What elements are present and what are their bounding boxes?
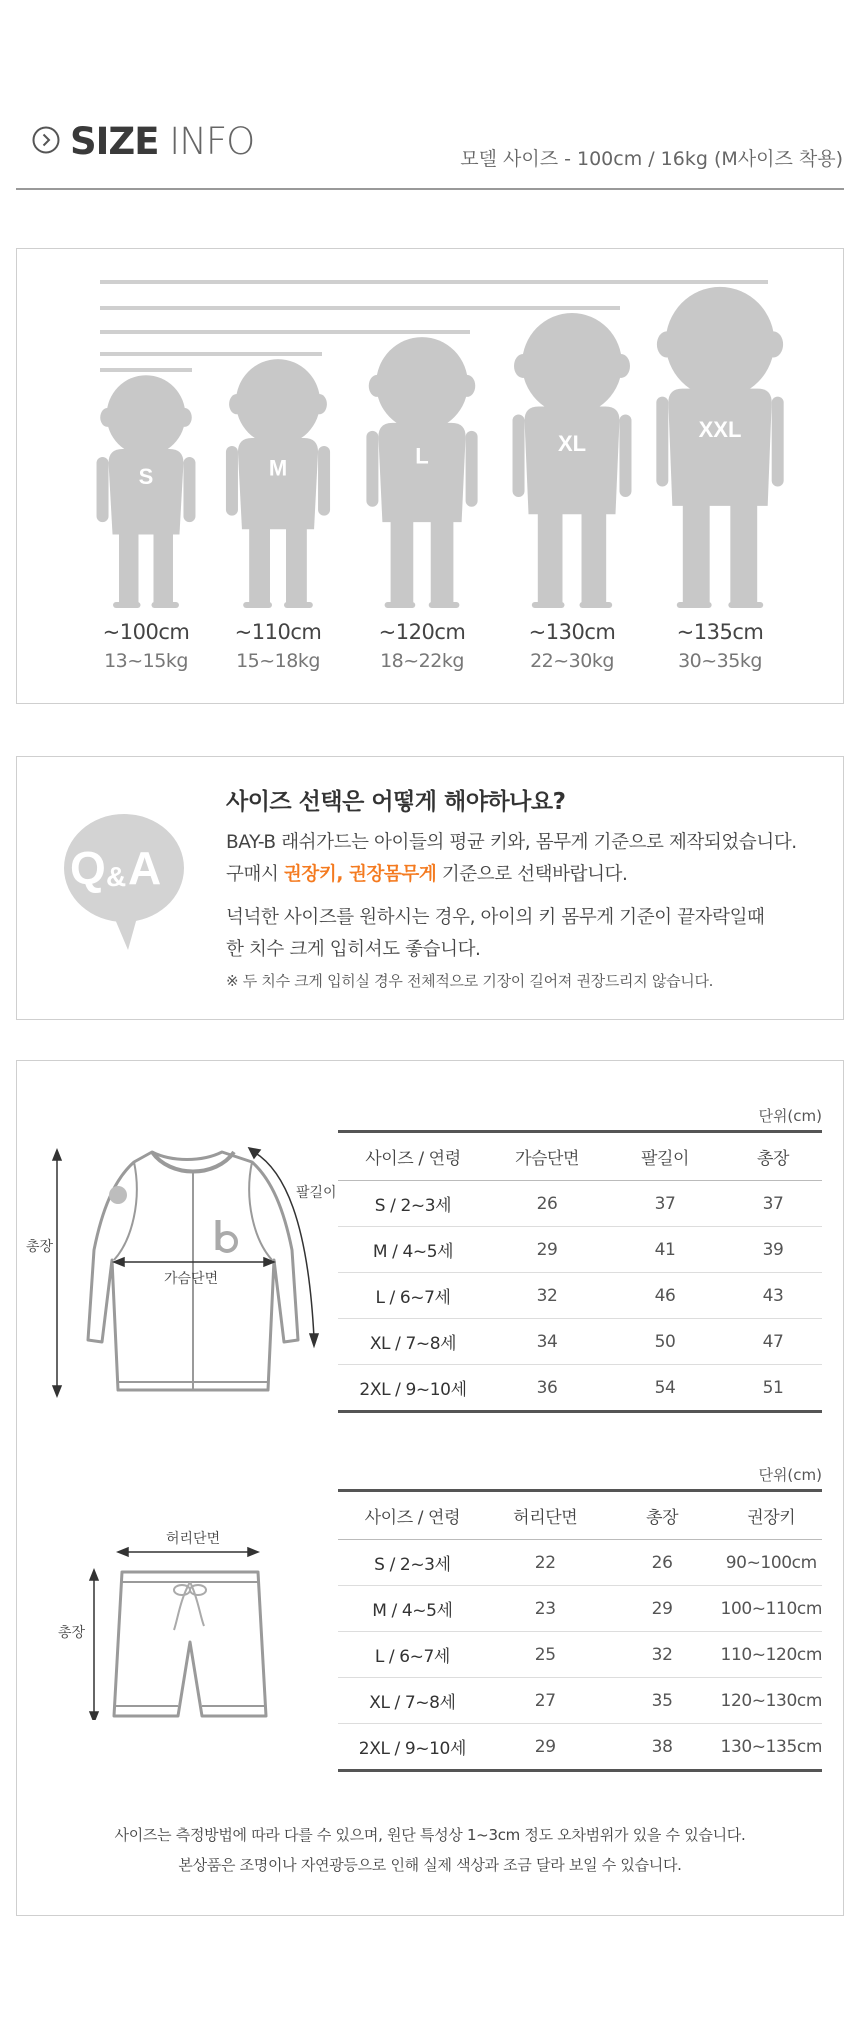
figure-size-label: XL [557, 430, 587, 456]
page-title [70, 120, 254, 163]
header-divider [16, 188, 844, 190]
figure-weight-label: 15~18kg [236, 650, 320, 672]
top-table-row [338, 1319, 822, 1365]
top-table-cell: 37 [606, 1181, 724, 1227]
top-table-cell: 2XL / 9~10세 [338, 1365, 488, 1412]
bottom-table-cell: 29 [604, 1586, 721, 1632]
bottom-table-header-cell: 권장키 [721, 1491, 822, 1540]
figure-s [97, 375, 196, 608]
jacket-length-label: 총장 [26, 1239, 54, 1255]
top-table-cell: 54 [606, 1365, 724, 1412]
bottom-table-cell: XL / 7~8세 [338, 1678, 487, 1724]
figure-height-label: ~130cm [528, 620, 616, 644]
bottom-table-row [338, 1724, 822, 1771]
qa-line-1: BAY-B 래쉬가드는 아이들의 평균 키와, 몸무게 기준으로 제작되었습니다. [226, 832, 797, 853]
bottom-table-cell: 2XL / 9~10세 [338, 1724, 487, 1771]
figure-weight-label: 13~15kg [104, 650, 188, 672]
jacket-chest-label: 가슴단면 [164, 1271, 219, 1287]
top-table-cell: XL / 7~8세 [338, 1319, 488, 1365]
top-table-cell: 36 [488, 1365, 606, 1412]
height-line-l [100, 330, 470, 334]
page-title-bold: SIZE [70, 120, 159, 163]
figure-size-label: L [415, 443, 429, 469]
bottom-table-cell: 35 [604, 1678, 721, 1724]
top-table-cell: L / 6~7세 [338, 1273, 488, 1319]
height-line-xl [100, 306, 620, 310]
bottom-table-cell: S / 2~3세 [338, 1540, 487, 1586]
qa-badge-a: A [128, 842, 162, 894]
figure-height-label: ~135cm [676, 620, 764, 644]
top-table-header-cell: 총장 [724, 1132, 822, 1181]
top-table-row [338, 1365, 822, 1412]
bottom-table-row [338, 1586, 822, 1632]
bottom-table-cell: 23 [487, 1586, 604, 1632]
figure-xl [513, 313, 632, 608]
shorts-waist-label: 허리단면 [166, 1531, 221, 1547]
bottom-table-cell: M / 4~5세 [338, 1586, 487, 1632]
qa-title: 사이즈 선택은 어떻게 해야하나요? [226, 789, 566, 815]
figure-size-label: XXL [698, 417, 742, 443]
top-size-table [338, 1130, 822, 1413]
bottom-table-header-cell: 허리단면 [487, 1491, 604, 1540]
top-table-cell: 41 [606, 1227, 724, 1273]
top-table-cell: M / 4~5세 [338, 1227, 488, 1273]
top-table-cell: 39 [724, 1227, 822, 1273]
top-table-cell: 37 [724, 1181, 822, 1227]
bottom-table-cell: 25 [487, 1632, 604, 1678]
shorts-length-label: 총장 [58, 1625, 86, 1641]
qa-line-2 [226, 860, 628, 886]
figure-xxl [656, 287, 783, 608]
bottom-table-cell: L / 6~7세 [338, 1632, 487, 1678]
qa-line-3: 넉넉한 사이즈를 원하시는 경우, 아이의 키 몸무게 기준이 끝자락일때 [226, 907, 765, 928]
figure-m [226, 359, 330, 608]
top-table-row [338, 1227, 822, 1273]
height-line-xxl [100, 280, 768, 284]
bottom-table-cell: 22 [487, 1540, 604, 1586]
shorts-diagram [50, 1530, 290, 1720]
bottom-table-cell: 26 [604, 1540, 721, 1586]
figure-size-label: M [268, 455, 288, 481]
bottom-table-cell: 27 [487, 1678, 604, 1724]
bottom-table-cell: 130~135cm [721, 1724, 822, 1771]
bottom-table-cell: 100~110cm [721, 1586, 822, 1632]
top-table-cell: 29 [488, 1227, 606, 1273]
top-table-unit: 단위(cm) [758, 1107, 822, 1125]
figure-weight-label: 18~22kg [380, 650, 464, 672]
height-line-s [100, 368, 192, 372]
bottom-table-cell: 90~100cm [721, 1540, 822, 1586]
figure-weight-label: 22~30kg [530, 650, 614, 672]
bottom-table-cell: 29 [487, 1724, 604, 1771]
qa-note: ※ 두 치수 크게 입히실 경우 전체적으로 기장이 길어져 권장드리지 않습니다. [226, 972, 714, 990]
footer-note-2: 본상품은 조명이나 자연광등으로 인해 실제 색상과 조금 달라 보일 수 있습니다. [178, 1856, 682, 1874]
qa-badge-q: Q [70, 842, 106, 894]
top-table-row [338, 1273, 822, 1319]
figure-height-label: ~100cm [102, 620, 190, 644]
jacket-sleeve-label: 팔길이 [296, 1185, 337, 1201]
footer-note-1: 사이즈는 측정방법에 따라 다를 수 있으며, 원단 특성상 1~3cm 정도 오차범위가 있을 수 있습니다. [114, 1826, 746, 1844]
top-table-cell: 43 [724, 1273, 822, 1319]
top-table-cell: 51 [724, 1365, 822, 1412]
qa-line-2-highlight: 권장키, 권장몸무게 [283, 864, 437, 885]
bottom-table-cell: 32 [604, 1632, 721, 1678]
top-table-row [338, 1181, 822, 1227]
height-line-m [100, 352, 322, 356]
qa-line-2-suffix: 기준으로 선택바랍니다. [436, 864, 628, 885]
top-table-header-cell: 사이즈 / 연령 [338, 1132, 488, 1181]
top-table-header-cell: 가슴단면 [488, 1132, 606, 1181]
bottom-table-header-cell: 사이즈 / 연령 [338, 1491, 487, 1540]
top-table-cell: 46 [606, 1273, 724, 1319]
top-table-cell: 34 [488, 1319, 606, 1365]
top-table-cell: 32 [488, 1273, 606, 1319]
chevron-circle-icon [32, 126, 60, 154]
figure-l [366, 337, 477, 608]
qa-line-2-prefix: 구매시 [226, 864, 284, 885]
page-title-light: INFO [158, 120, 255, 163]
bottom-table-row [338, 1678, 822, 1724]
figure-weight-label: 30~35kg [678, 650, 762, 672]
model-size-note: 모델 사이즈 - 100cm / 16kg (M사이즈 착용) [460, 148, 843, 170]
figure-height-label: ~110cm [234, 620, 322, 644]
qa-line-4: 한 치수 크게 입히셔도 좋습니다. [226, 939, 481, 960]
top-table-header-cell: 팔길이 [606, 1132, 724, 1181]
bottom-table-row [338, 1632, 822, 1678]
bottom-table-unit: 단위(cm) [758, 1466, 822, 1484]
bottom-table-cell: 110~120cm [721, 1632, 822, 1678]
top-table-cell: 47 [724, 1319, 822, 1365]
bottom-table-cell: 120~130cm [721, 1678, 822, 1724]
top-table-cell: S / 2~3세 [338, 1181, 488, 1227]
figure-height-label: ~120cm [378, 620, 466, 644]
bottom-size-table [338, 1489, 822, 1772]
qa-speech-bubble-icon [62, 802, 187, 952]
top-table-cell: 50 [606, 1319, 724, 1365]
bottom-table-cell: 38 [604, 1724, 721, 1771]
bottom-table-row [338, 1540, 822, 1586]
top-table-cell: 26 [488, 1181, 606, 1227]
figure-size-label: S [138, 464, 154, 490]
bottom-table-header-cell: 총장 [604, 1491, 721, 1540]
qa-badge-amp: & [106, 861, 127, 892]
